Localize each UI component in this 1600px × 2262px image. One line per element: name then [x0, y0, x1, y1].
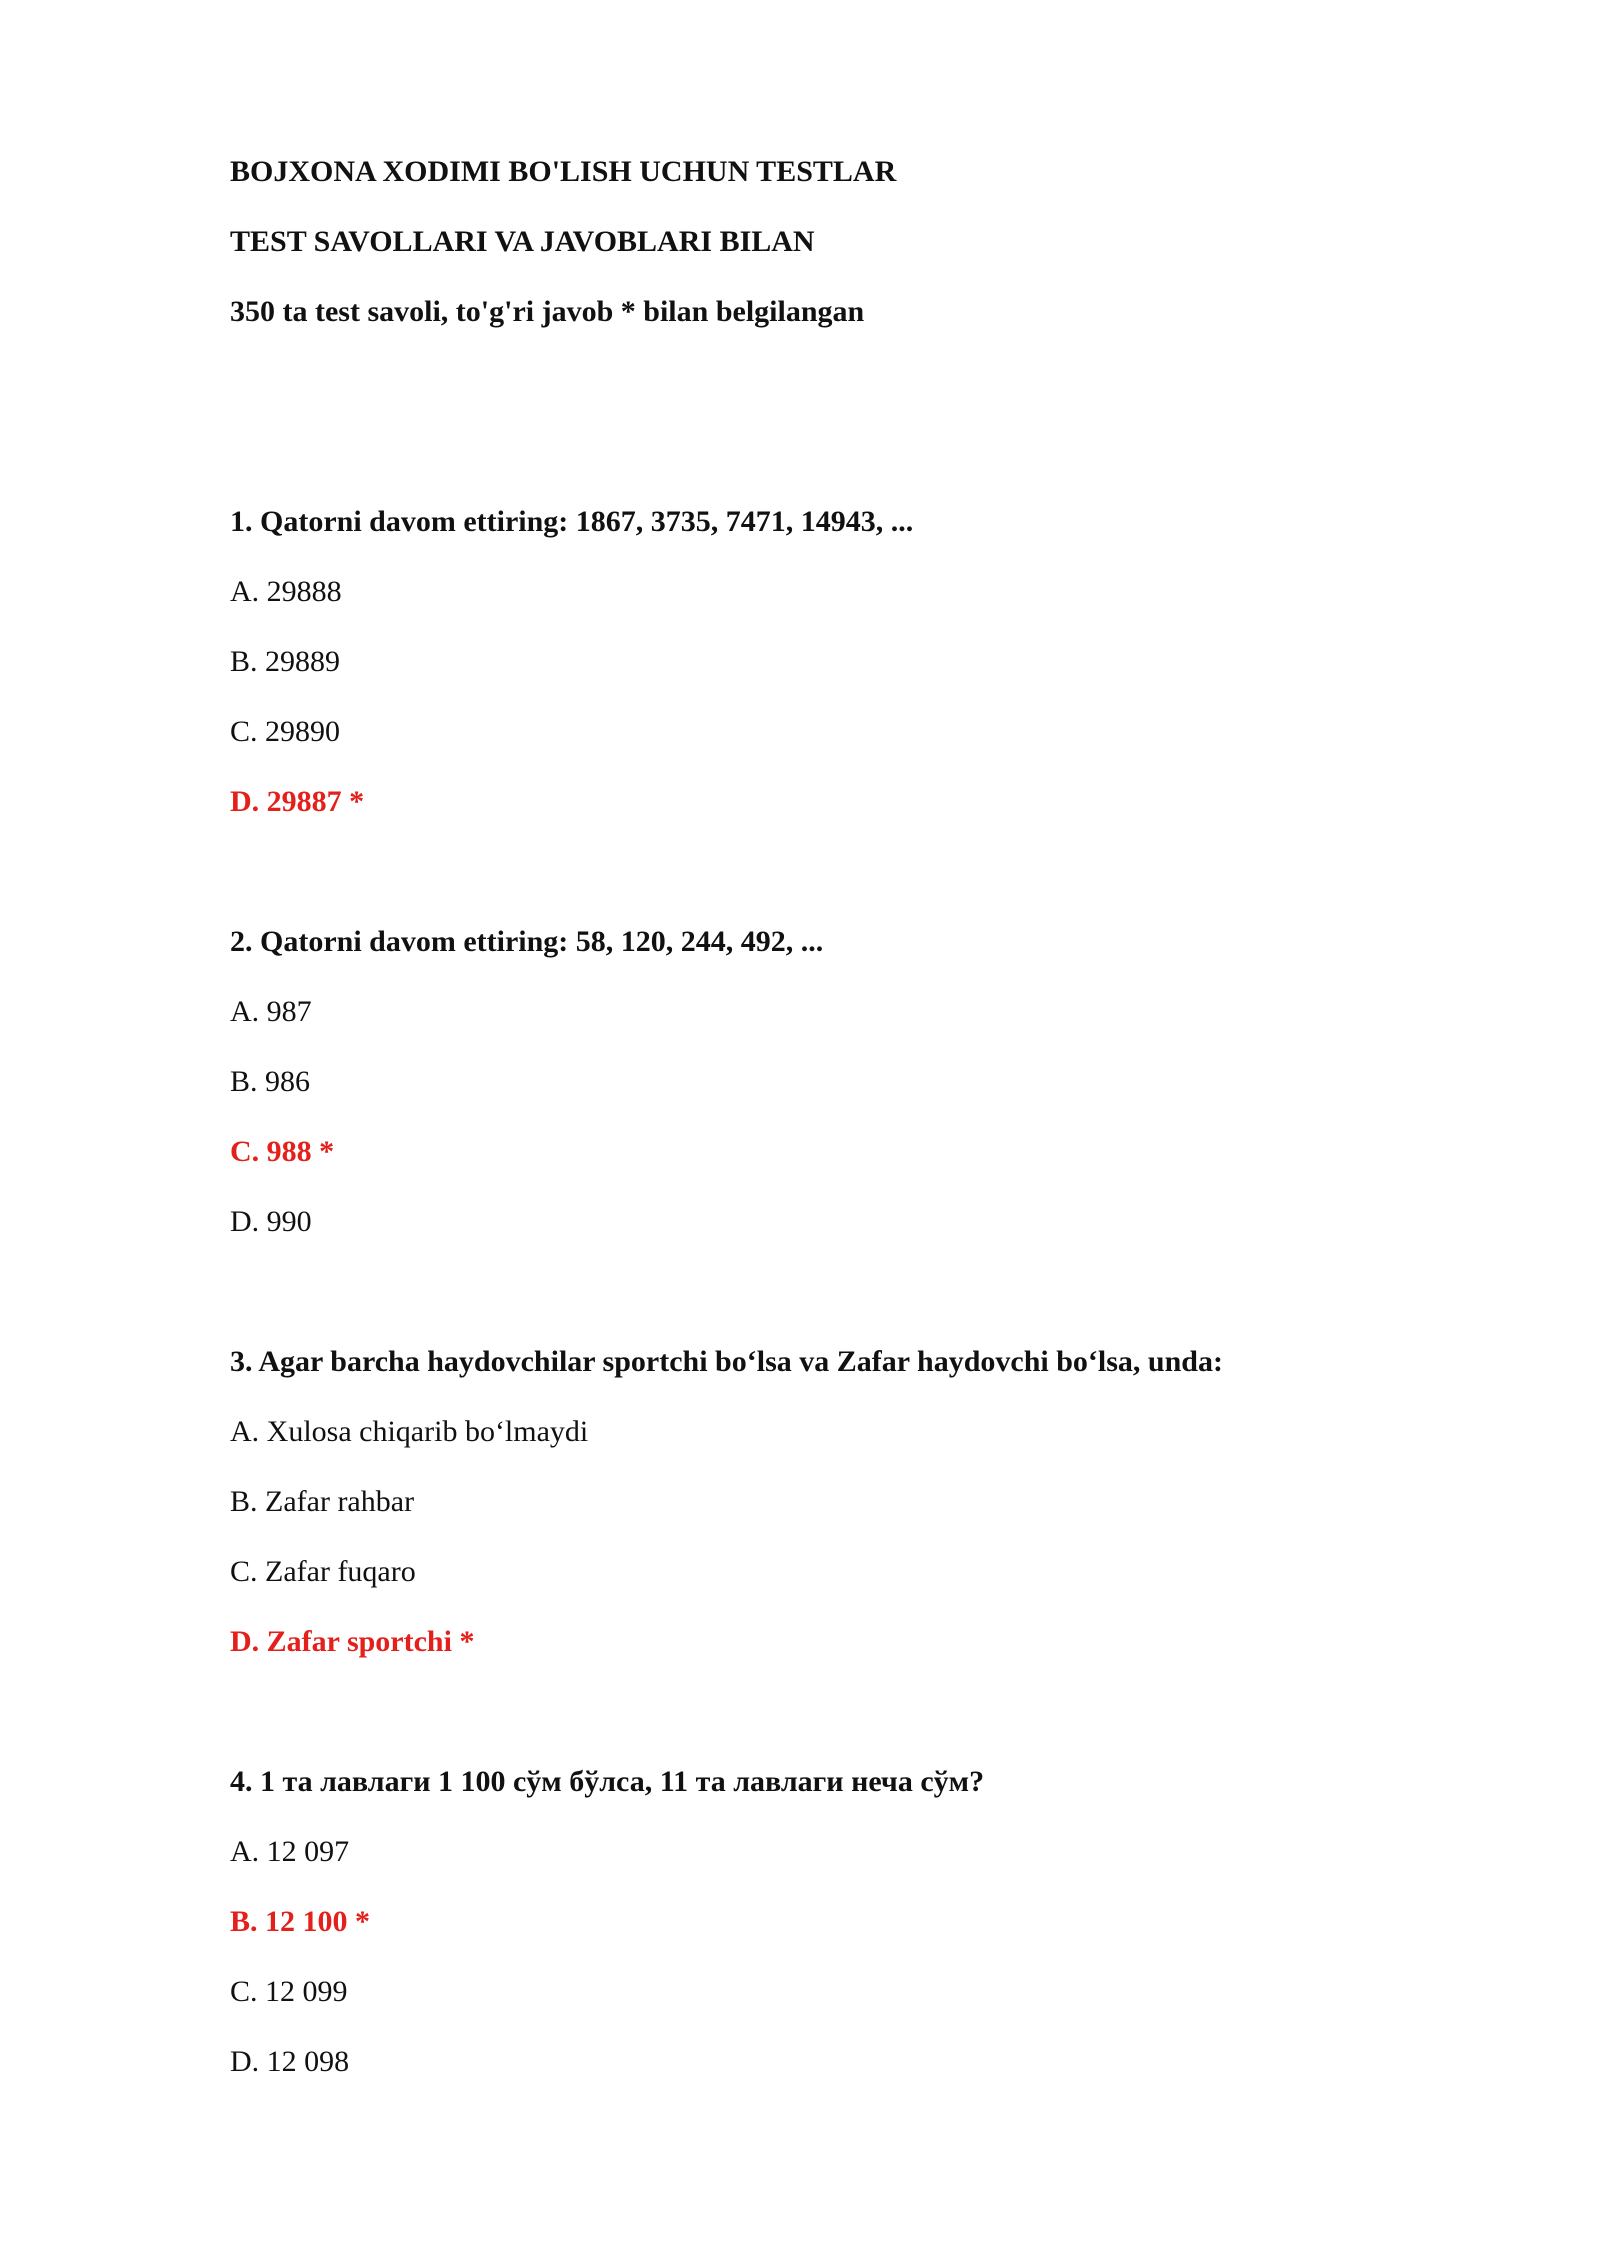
question-2-option-a: A. 987 — [230, 995, 312, 1028]
question-2-option-b: B. 986 — [230, 1065, 311, 1098]
question-1: 1. Qatorni davom ettiring: 1867, 3735, 7471, 14943, ... — [230, 505, 914, 538]
question-3-option-d-correct: D. Zafar sportchi * — [230, 1625, 475, 1658]
document-subtitle: TEST SAVOLLARI VA JAVOBLARI BILAN — [230, 225, 815, 258]
question-1-option-c: C. 29890 — [230, 715, 341, 748]
question-1-option-a: A. 29888 — [230, 575, 342, 608]
question-3-option-b: B. Zafar rahbar — [230, 1485, 415, 1518]
question-3-option-a: A. Xulosa chiqarib bo‘lmaydi — [230, 1415, 589, 1448]
question-4-option-c: C. 12 099 — [230, 1975, 348, 2008]
question-3-option-c: C. Zafar fuqaro — [230, 1555, 416, 1588]
question-4: 4. 1 та лавлаги 1 100 сўм бўлса, 11 та лавлаги неча сўм? — [230, 1765, 985, 1798]
document-title: BOJXONA XODIMI BO'LISH UCHUN TESTLAR — [230, 155, 897, 188]
document-note: 350 ta test savoli, to'g'ri javob * bilan belgilangan — [230, 295, 865, 328]
question-2: 2. Qatorni davom ettiring: 58, 120, 244, 492, ... — [230, 925, 824, 958]
question-1-option-d-correct: D. 29887 * — [230, 785, 365, 818]
question-2-option-c-correct: C. 988 * — [230, 1135, 335, 1168]
question-3: 3. Agar barcha haydovchilar sportchi bo‘lsa va Zafar haydovchi bo‘lsa, unda: — [230, 1345, 1223, 1378]
question-4-option-d: D. 12 098 — [230, 2045, 350, 2078]
question-4-option-a: A. 12 097 — [230, 1835, 350, 1868]
question-4-option-b-correct: B. 12 100 * — [230, 1905, 371, 1938]
question-1-option-b: B. 29889 — [230, 645, 341, 678]
question-2-option-d: D. 990 — [230, 1205, 312, 1238]
